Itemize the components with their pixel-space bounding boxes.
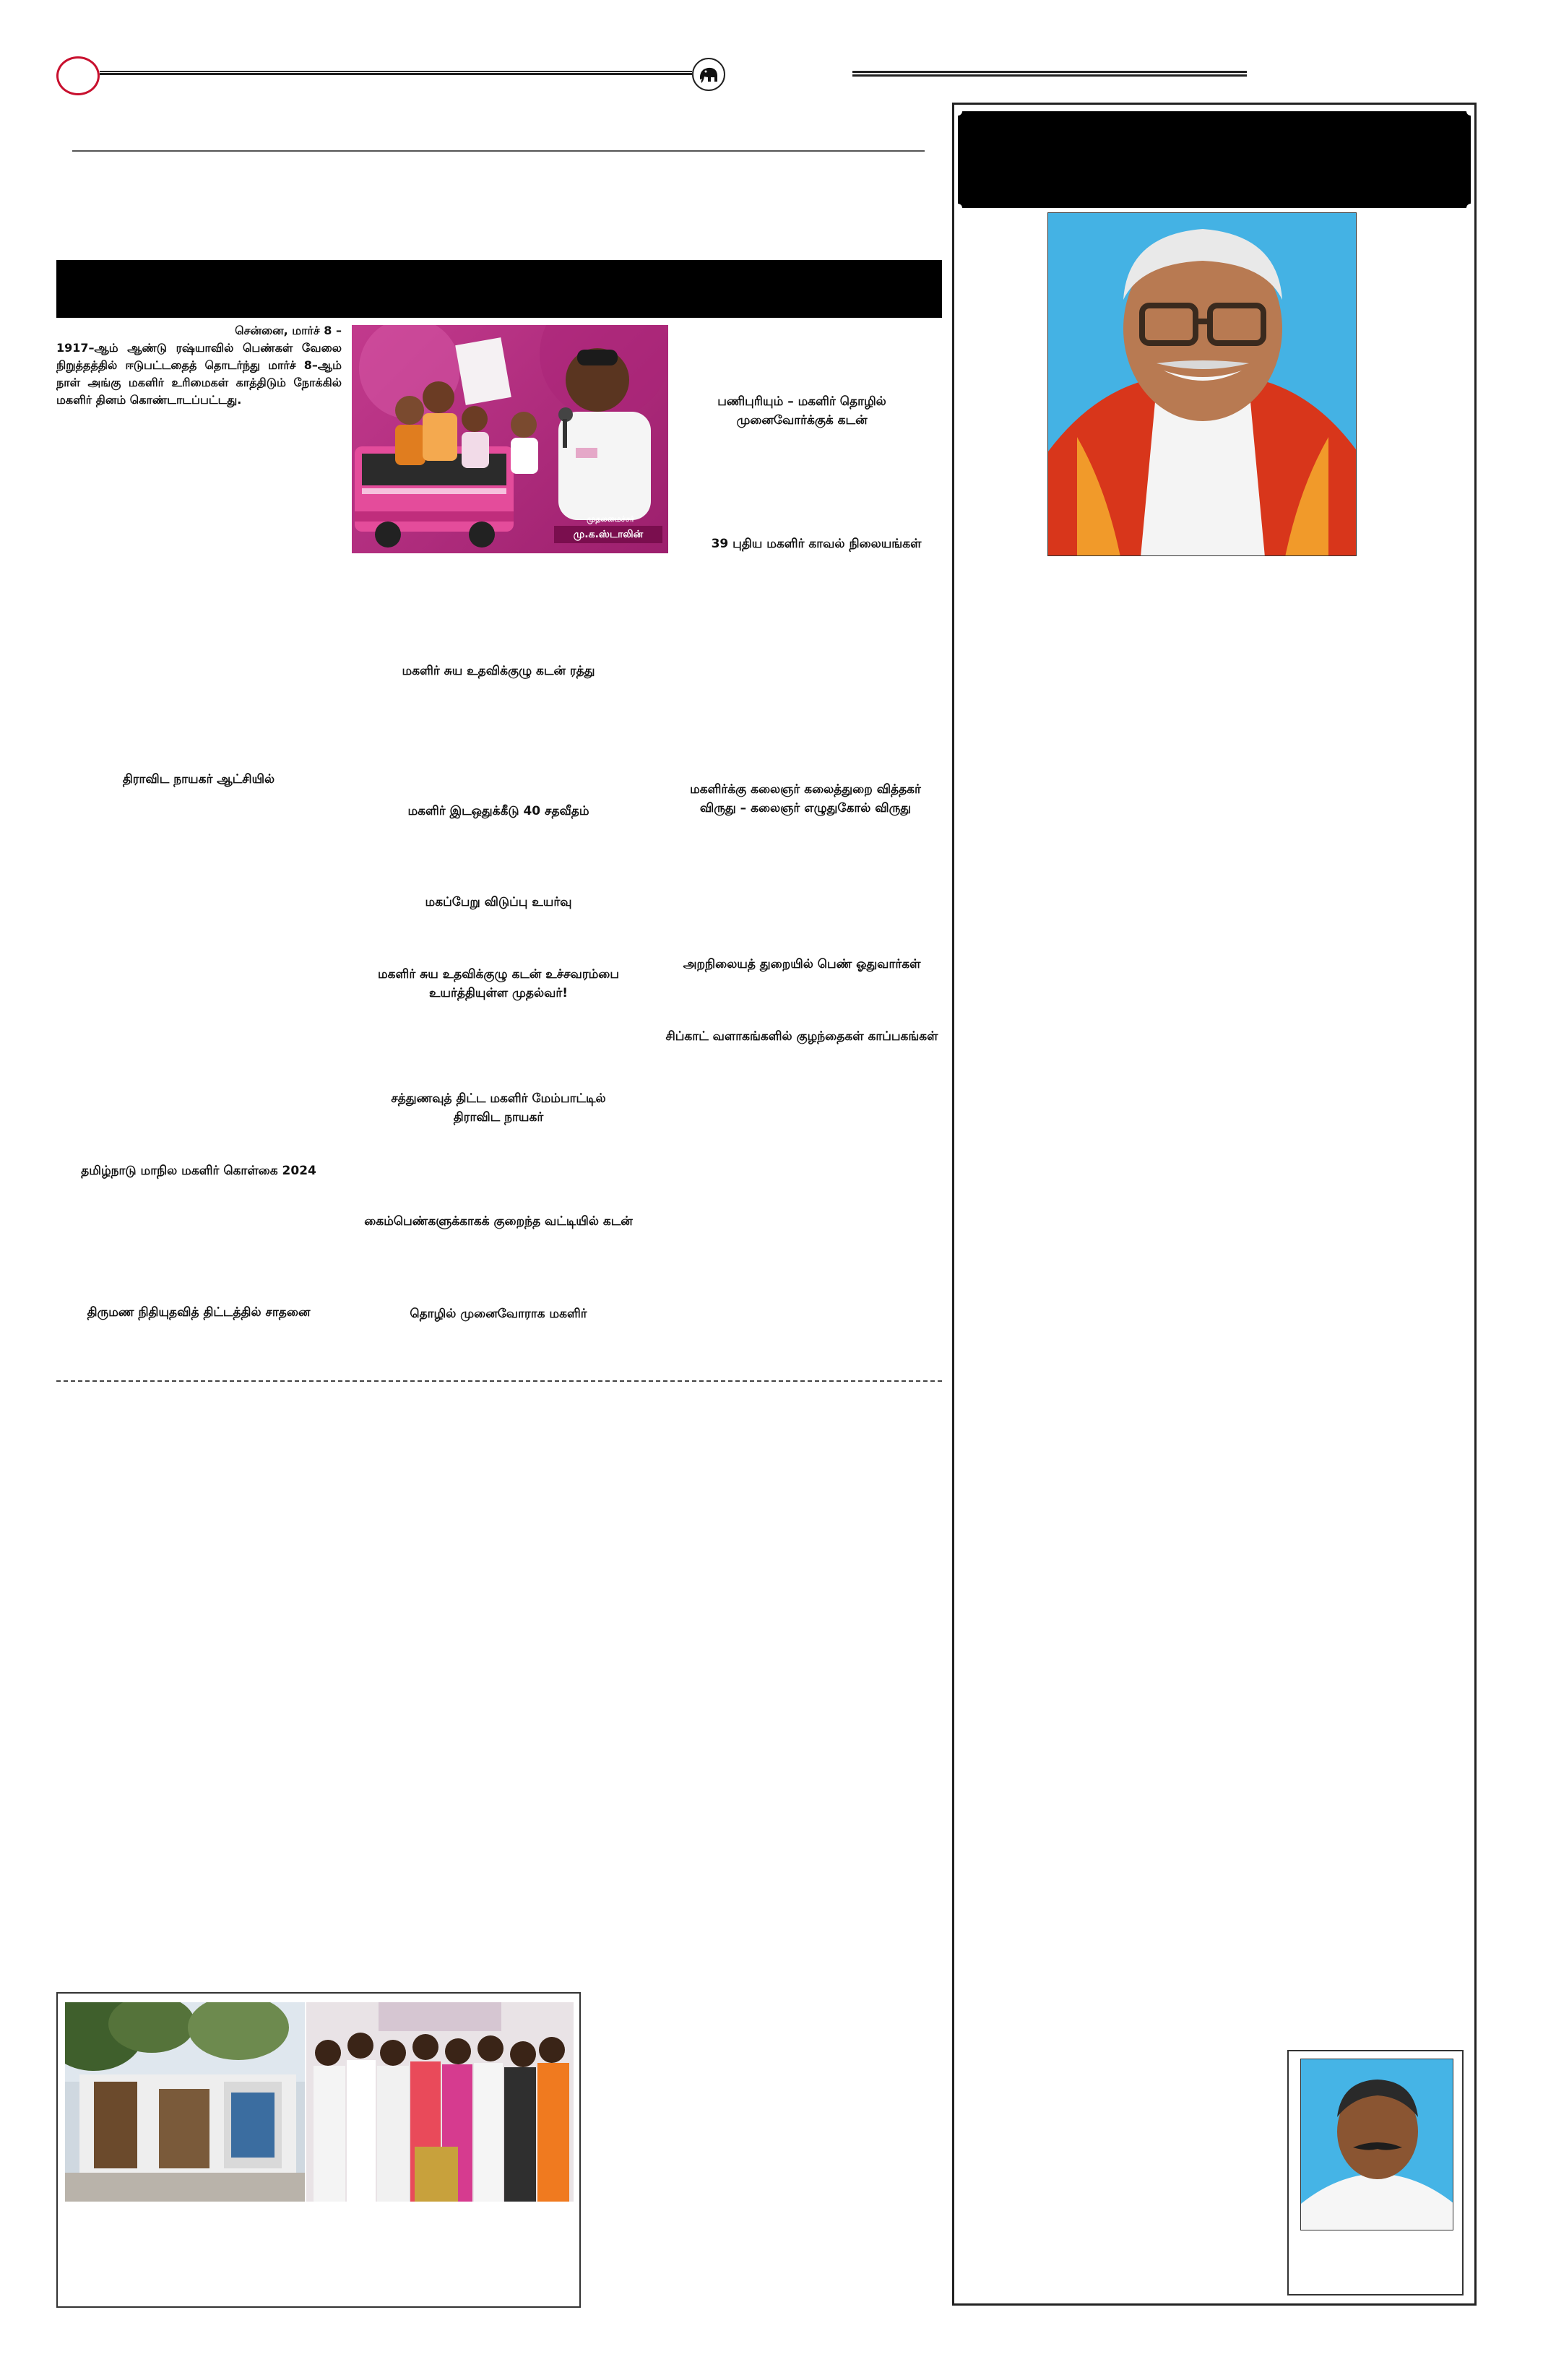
dashed-separator [56, 1380, 942, 1382]
cm-bus-banner-photo [352, 325, 668, 553]
subhead-marriage-aid: திருமண நிதியுதவித் திட்டத்தில் சாதனை [87, 1305, 311, 1320]
masthead-rule-right [852, 71, 1247, 77]
small-portrait-photo [1300, 2059, 1453, 2230]
sidebar-header-block [955, 108, 1474, 211]
small-portrait-box [1287, 2050, 1464, 2295]
subhead-dravida-rule: திராவிட நாயகர் ஆட்சியில் [122, 772, 275, 787]
page-number-circle [56, 56, 100, 95]
subhead-sipcot-creches: சிப்காட் வளாகங்களில் குழந்தைகள் காப்பகங்கள் [665, 1029, 938, 1044]
subhead-nutrition-scheme: சத்துணவுத் திட்ட மகளிர் மேம்பாட்டில் திராவிட நாயகர் [391, 1091, 606, 1125]
article-lead [56, 322, 342, 409]
subhead-widow-loans: கைம்பெண்களுக்காகக் குறைந்த வட்டியில் கடன் [364, 1214, 633, 1229]
subhead-shg-loan-waiver: மகளிர் சுய உதவிக்குழு கடன் ரத்து [402, 664, 595, 678]
subhead-working-women-loan: பணிபுரியும் – மகளிர் தொழில் முனைவோர்க்குக் கடன் [717, 394, 886, 428]
subhead-maternity-leave: மகப்பேறு விடுப்பு உயர்வு [425, 895, 572, 909]
headline-bar [56, 260, 942, 318]
banner-caption-small: முதலமைச்சர் [587, 514, 634, 524]
top-divider [72, 150, 925, 152]
article-intro-text: 1917–ஆம் ஆண்டு ரஷ்யாவில் பெண்கள் வேலை நிறுத்தத்தில் ஈடுபட்டதைத் தொடர்ந்து மார்ச் 8–ஆம் நாள் அங்கு மகளிர் உரிமைகள் காத்திடும் நோக்கில் மகளிர் தினம் கொண்டாடப்பட்டது. [56, 341, 342, 407]
subhead-police-stations: 39 புதிய மகளிர் காவல் நிலையங்கள் [711, 537, 922, 551]
subhead-kalaignar-awards: மகளிர்க்கு கலைஞர் கலைத்துறை வித்தகர் விருது – கலைஞர் எழுதுகோல் விருது [690, 782, 921, 815]
elephant-logo-icon [692, 58, 725, 91]
subhead-shg-limit-raised: மகளிர் சுய உதவிக்குழு கடன் உச்சவரம்பை உயர்த்தியுள்ள முதல்வர்! [377, 967, 620, 1000]
banner-caption-name: மு.க.ஸ்டாலின் [554, 526, 662, 543]
building-photo [65, 2002, 305, 2202]
bottom-photo-box [56, 1992, 581, 2308]
article-dateline: சென்னை, மார்ச் 8 – [235, 324, 342, 337]
subhead-temple-odhuvars: அறநிலையத் துறையில் பெண் ஓதுவார்கள் [683, 957, 921, 972]
inauguration-photo [306, 2002, 574, 2202]
masthead-rule-left [100, 71, 692, 75]
leader-portrait [1047, 212, 1357, 556]
subhead-women-policy-2024: தமிழ்நாடு மாநில மகளிர் கொள்கை 2024 [81, 1164, 316, 1178]
subhead-reservation-40: மகளிர் இடஒதுக்கீடு 40 சதவீதம் [407, 804, 589, 818]
subhead-women-entrepreneurs: தொழில் முனைவோராக மகளிர் [410, 1307, 587, 1321]
